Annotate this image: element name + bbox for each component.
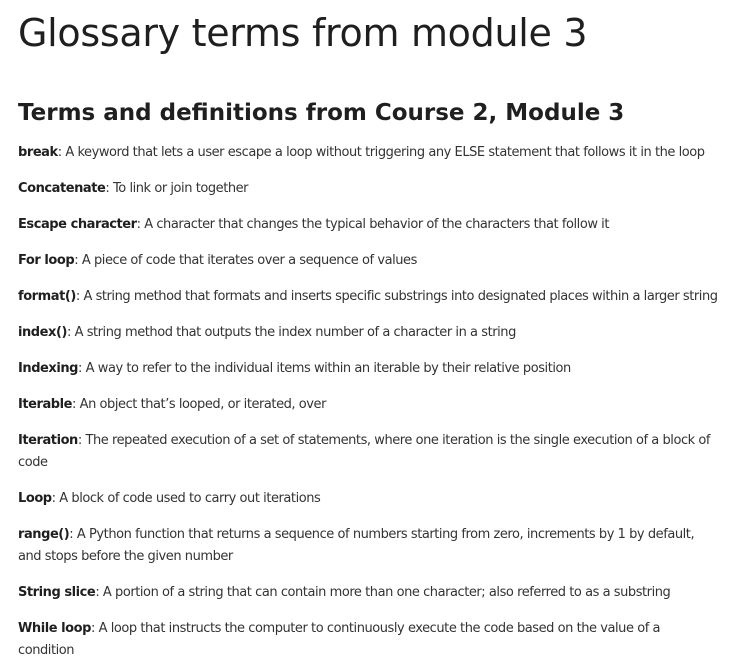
glossary-term-list	[18, 142, 719, 662]
term-name: break	[18, 145, 58, 160]
term-definition: : A block of code used to carry out iterations	[51, 491, 321, 506]
term-definition: : A piece of code that iterates over a sequence of values	[74, 253, 417, 268]
term-definition: : A string method that formats and inserts specific substrings into designated places within a larger string	[75, 289, 718, 304]
term-name: index()	[18, 325, 67, 340]
term-name: Iteration	[18, 433, 78, 448]
term-definition: : A Python function that returns a sequence of numbers starting from zero, increments by 1 by default, and stops before the given number	[18, 527, 695, 564]
term-name: String slice	[18, 585, 96, 600]
glossary-entry-format	[18, 286, 719, 308]
glossary-entry-iterable	[18, 394, 719, 416]
glossary-entry-range	[18, 524, 719, 568]
glossary-entry-iteration	[18, 430, 719, 474]
glossary-entry-while-loop	[18, 618, 719, 662]
term-definition: : An object that’s looped, or iterated, over	[72, 397, 326, 412]
glossary-entry-break	[18, 142, 719, 164]
glossary-entry-string-slice	[18, 582, 719, 604]
term-name: format()	[18, 289, 76, 304]
term-name: While loop	[18, 621, 91, 636]
term-definition: : A portion of a string that can contain more than one character; also referred to as a substring	[95, 585, 671, 600]
term-definition: : The repeated execution of a set of statements, where one iteration is the single execution of a block of code	[18, 433, 711, 470]
term-name: Indexing	[18, 361, 79, 376]
glossary-entry-escape-character	[18, 214, 719, 236]
glossary-entry-indexing	[18, 358, 719, 380]
glossary-entry-for-loop	[18, 250, 719, 272]
term-name: Iterable	[18, 397, 73, 412]
term-definition: : A loop that instructs the computer to continuously execute the code based on the value of a condition	[18, 621, 661, 658]
term-definition: : A way to refer to the individual items within an iterable by their relative position	[78, 361, 571, 376]
page-title: Glossary terms from module 3	[18, 11, 588, 55]
term-definition: : A character that changes the typical behavior of the characters that follow it	[136, 217, 609, 232]
section-title: Terms and definitions from Course 2, Module 3	[18, 100, 625, 126]
term-name: Escape character	[18, 217, 137, 232]
term-definition: : A keyword that lets a user escape a loop without triggering any ELSE statement that follows it in the loop	[57, 145, 705, 160]
glossary-entry-loop	[18, 488, 719, 510]
term-name: Loop	[18, 491, 52, 506]
term-definition: : A string method that outputs the index number of a character in a string	[66, 325, 516, 340]
term-definition: : To link or join together	[105, 181, 249, 196]
glossary-entry-concatenate	[18, 178, 719, 200]
term-name: range()	[18, 527, 70, 542]
term-name: Concatenate	[18, 181, 106, 196]
term-name: For loop	[18, 253, 75, 268]
glossary-entry-index	[18, 322, 719, 344]
